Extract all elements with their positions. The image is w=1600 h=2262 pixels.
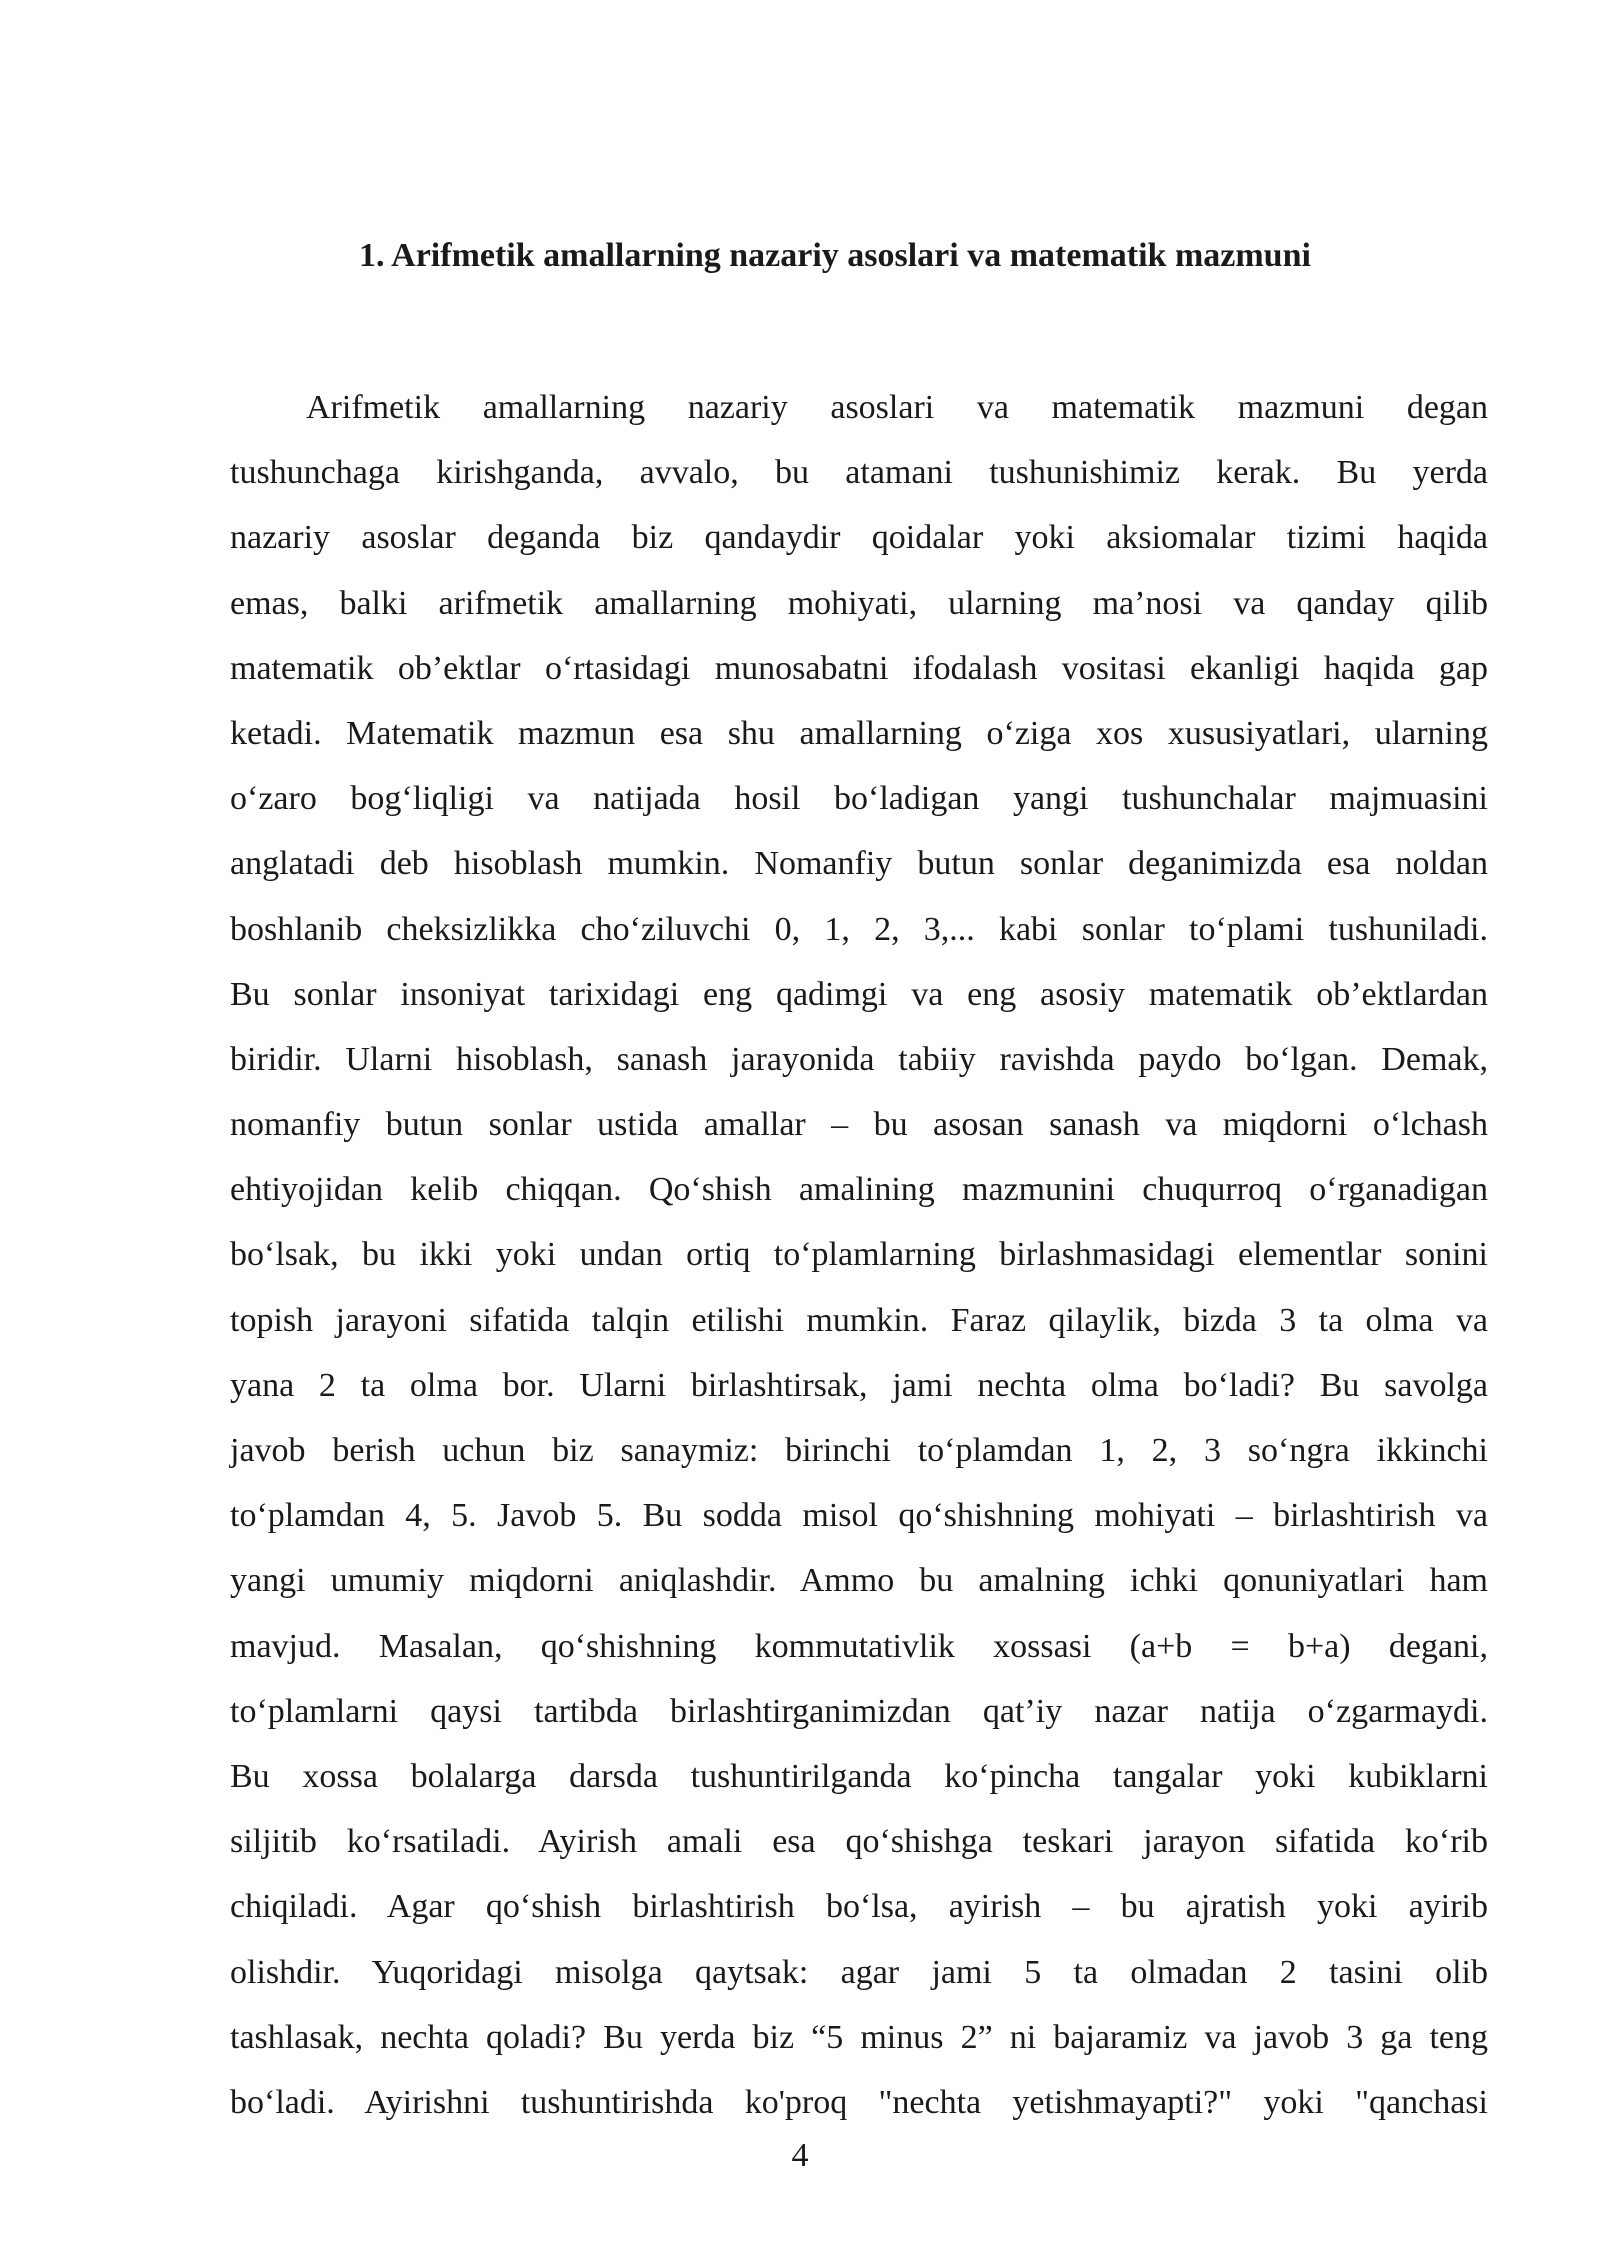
paragraph-line: emas, balki arifmetik amallarning mohiyati, ularning ma’nosi va qanday qilib bbox=[230, 584, 1488, 622]
paragraph-line: Arifmetik amallarning nazariy asoslari va matematik mazmuni degan bbox=[306, 389, 1488, 426]
paragraph-line: chiqiladi. Agar qo‘shish birlashtirish bo‘lsa, ayirish – bu ajratish yoki ayirib bbox=[230, 1888, 1488, 1926]
paragraph-line: tushunchaga kirishganda, avvalo, bu atamani tushunishimiz kerak. Bu yerda bbox=[230, 454, 1488, 492]
paragraph-line: ketadi. Matematik mazmun esa shu amallarning o‘ziga xos xususiyatlari, ularning bbox=[230, 714, 1488, 752]
body-paragraph bbox=[230, 375, 1488, 2135]
paragraph-line: boshlanib cheksizlikka cho‘ziluvchi 0, 1, 2, 3,... kabi sonlar to‘plami tushuniladi. bbox=[230, 910, 1488, 948]
paragraph-line: yana 2 ta olma bor. Ularni birlashtirsak, jami nechta olma bo‘ladi? Bu savolga bbox=[230, 1366, 1488, 1404]
page-number: 4 bbox=[791, 2137, 809, 2174]
paragraph-line: topish jarayoni sifatida talqin etilishi mumkin. Faraz qilaylik, bizda 3 ta olma va bbox=[230, 1301, 1488, 1339]
paragraph-line: Bu xossa bolalarga darsda tushuntirilganda ko‘pincha tangalar yoki kubiklarni bbox=[230, 1757, 1488, 1795]
paragraph-line: nazariy asoslar deganda biz qandaydir qoidalar yoki aksiomalar tizimi haqida bbox=[230, 519, 1488, 557]
paragraph-line: ehtiyojidan kelib chiqqan. Qo‘shish amalining mazmunini chuqurroq o‘rganadigan bbox=[230, 1171, 1488, 1209]
paragraph-line: to‘plamlarni qaysi tartibda birlashtirganimizdan qat’iy nazar natija o‘zgarmaydi. bbox=[230, 1692, 1488, 1730]
paragraph-line: mavjud. Masalan, qo‘shishning kommutativlik xossasi (a+b = b+a) degani, bbox=[230, 1627, 1488, 1665]
paragraph-line: bo‘ladi. Ayirishni tushuntirishda ko'proq "nechta yetishmayapti?" yoki "qanchasi bbox=[230, 2083, 1488, 2121]
paragraph-line: tashlasak, nechta qoladi? Bu yerda biz “5 minus 2” ni bajaramiz va javob 3 ga teng bbox=[230, 2018, 1488, 2056]
paragraph-line: bo‘lsak, bu ikki yoki undan ortiq to‘plamlarning birlashmasidagi elementlar sonini bbox=[230, 1236, 1488, 1274]
paragraph-line: matematik ob’ektlar o‘rtasidagi munosabatni ifodalash vositasi ekanligi haqida gap bbox=[230, 649, 1488, 687]
paragraph-line: anglatadi deb hisoblash mumkin. Nomanfiy butun sonlar deganimizda esa noldan bbox=[230, 845, 1488, 883]
paragraph-line: siljitib ko‘rsatiladi. Ayirish amali esa qo‘shishga teskari jarayon sifatida ko‘rib bbox=[230, 1823, 1488, 1861]
paragraph-line: nomanfiy butun sonlar ustida amallar – bu asosan sanash va miqdorni o‘lchash bbox=[230, 1106, 1488, 1144]
paragraph-line: Bu sonlar insoniyat tarixidagi eng qadimgi va eng asosiy matematik ob’ektlardan bbox=[230, 975, 1488, 1013]
paragraph-line: o‘zaro bog‘liqligi va natijada hosil bo‘ladigan yangi tushunchalar majmuasini bbox=[230, 780, 1488, 818]
paragraph-line: javob berish uchun biz sanaymiz: birinchi to‘plamdan 1, 2, 3 so‘ngra ikkinchi bbox=[230, 1432, 1488, 1469]
paragraph-line: biridir. Ularni hisoblash, sanash jarayonida tabiiy ravishda paydo bo‘lgan. Demak, bbox=[230, 1040, 1488, 1078]
paragraph-line: olishdir. Yuqoridagi misolga qaytsak: agar jami 5 ta olmadan 2 tasini olib bbox=[230, 1953, 1488, 1991]
paragraph-line: to‘plamdan 4, 5. Javob 5. Bu sodda misol qo‘shishning mohiyati – birlashtirish va bbox=[230, 1497, 1488, 1535]
paragraph-line: yangi umumiy miqdorni aniqlashdir. Ammo bu amalning ichki qonuniyatlari ham bbox=[230, 1562, 1488, 1600]
section-heading: 1. Arifmetik amallarning nazariy asoslari va matematik mazmuni bbox=[359, 237, 1311, 274]
